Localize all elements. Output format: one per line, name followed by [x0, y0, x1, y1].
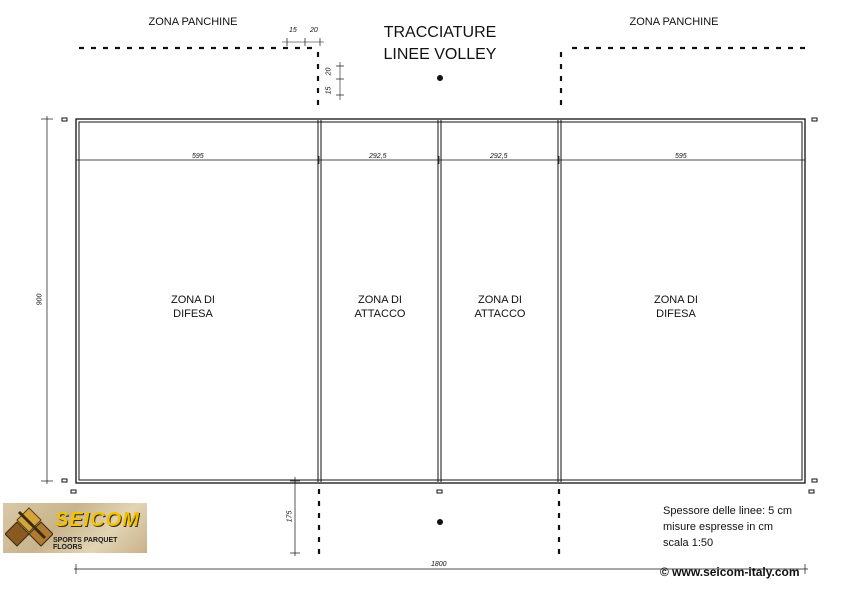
seicom-logo — [3, 503, 147, 553]
net-post-bottom — [437, 519, 443, 525]
diagram-title — [340, 22, 540, 66]
bench-zone-right — [561, 48, 805, 112]
dim-zone-2: 292,5 — [369, 153, 387, 160]
title-line-2: LINEE VOLLEY — [383, 46, 497, 63]
zone-defense-right — [616, 293, 736, 321]
bench-zone-left — [79, 48, 318, 112]
dim-zone-3: 292,5 — [490, 153, 508, 160]
zone-label-line: ZONA DI — [170, 294, 215, 306]
dim-gap-h-1: 15 — [289, 27, 297, 34]
zone-label-line: DIFESA — [656, 308, 696, 320]
dim-gap-v-1: 20 — [325, 67, 333, 76]
zone-label-line: DIFESA — [173, 308, 213, 320]
logo-tagline: SPORTS PARQUET FLOORS — [53, 537, 118, 551]
zone-label-line: ATTACCO — [354, 308, 406, 320]
copyright-text: © www.seicom-italy.com — [660, 565, 800, 579]
zone-label-line: ATTACCO — [474, 308, 526, 320]
dim-zone-4: 595 — [675, 153, 687, 160]
dim-court-width: 900 — [36, 293, 44, 306]
zone-label-line: ZONA DI — [477, 294, 522, 306]
logo-mark-icon — [5, 504, 53, 552]
dim-gap-v-2: 15 — [325, 86, 333, 95]
dim-zone-1: 595 — [192, 153, 204, 160]
zone-attack-right — [440, 293, 560, 321]
zone-label-line: ZONA DI — [653, 294, 698, 306]
bench-label-right: ZONA PANCHINE — [629, 16, 719, 28]
drawing-notes — [663, 503, 792, 551]
dim-court-length: 1800 — [431, 561, 447, 568]
net-post-top — [437, 75, 443, 81]
dim-gap-h-2: 20 — [310, 27, 318, 34]
dim-service-offset: 175 — [286, 510, 294, 523]
zone-attack-left — [320, 293, 440, 321]
logo-name: SEICOM — [55, 509, 140, 531]
bench-label-left: ZONA PANCHINE — [148, 16, 238, 28]
note-units: misure espresse in cm — [663, 521, 774, 533]
note-line-thickness: Spessore delle linee: 5 cm — [663, 505, 793, 517]
title-line-1: TRACCIATURE — [383, 24, 497, 41]
zone-label-line: ZONA DI — [357, 294, 402, 306]
zone-defense-left — [133, 293, 253, 321]
note-scale: scala 1:50 — [663, 537, 714, 549]
